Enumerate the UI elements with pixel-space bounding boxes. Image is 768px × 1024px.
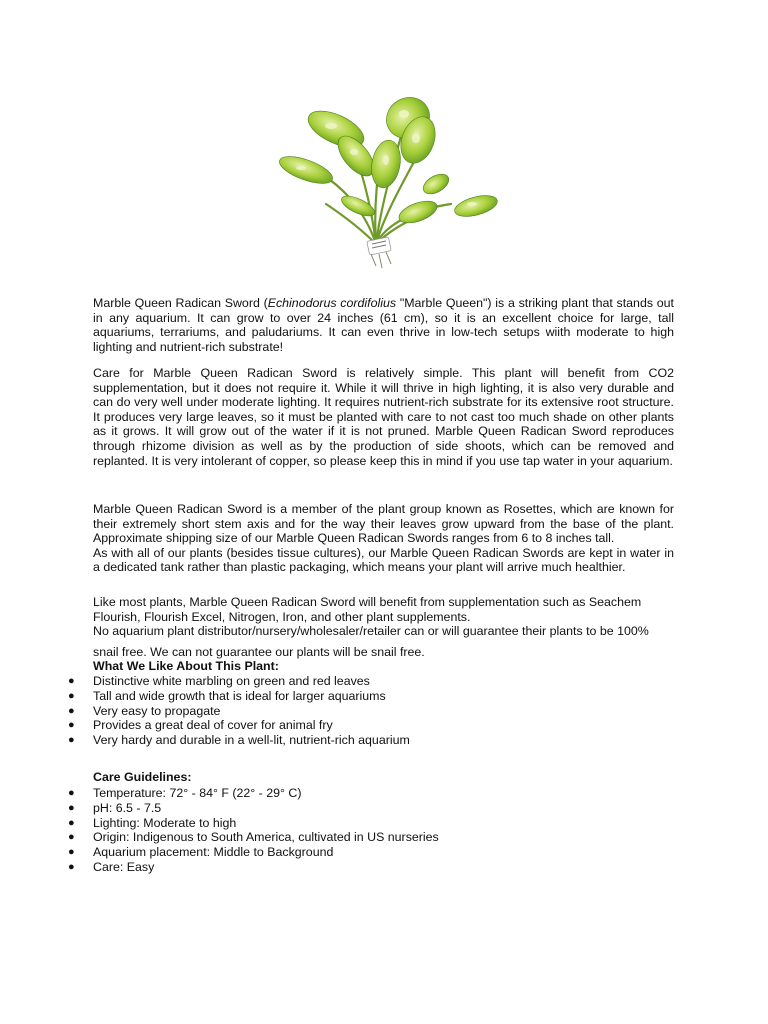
bullet-icon: ● <box>68 860 75 873</box>
bullet-icon: ● <box>68 801 75 814</box>
care-guidelines-list <box>0 786 700 875</box>
list-item: ● Distinctive white marbling on green and red leaves <box>68 674 370 688</box>
list-item: ● Temperature: 72° - 84° F (22° - 29° C) <box>68 786 302 800</box>
list-item: ● Lighting: Moderate to high <box>68 815 237 830</box>
intro-paragraph <box>93 296 674 354</box>
care-guidelines-heading: Care Guidelines: <box>93 770 192 784</box>
intro-text-start: Marble Queen Radican Sword ( <box>93 296 268 310</box>
list-item: ● Origin: Indigenous to South America, cultivated in US nurseries <box>68 830 439 845</box>
supplement-paragraph <box>93 595 674 639</box>
list-item: ● Aquarium placement: Middle to Background <box>68 845 334 860</box>
list-item: ● Care: Easy <box>68 859 155 874</box>
rosette-paragraph <box>93 502 674 575</box>
guarantee-text: No aquarium plant distributor/nursery/wholesaler/retailer can or will guarantee their plants to be 100% <box>93 624 649 639</box>
bullet-icon: ● <box>68 675 75 687</box>
list-item: ● Very hardy and durable in a well-lit, nutrient-rich aquarium <box>68 733 410 748</box>
plant-image <box>236 94 500 272</box>
bullet-icon: ● <box>68 704 75 717</box>
snail-paragraph: snail free. We can not guarantee our plants will be snail free. <box>93 645 425 659</box>
care-paragraph: Care for Marble Queen Radican Sword is relatively simple. This plant will benefit from CO2 supplementation, but it does not require it. While it will thrive in high lighting, it is also very durable and can do very well under moderate lighting. It requires nutrient-rich substrate for its extensive root structure. It produces very large leaves, so it must be planted with care to not cast too much shade on other plants as it grows. It will grow out of the water if it is not pruned. Marble Queen Radican Sword reproduces through rhizome division as well as by the production of side shoots, which can be removed and replanted. It is very intolerant of copper, so please keep this in mind if you use tap water in your aquarium. <box>93 366 674 468</box>
bullet-icon: ● <box>68 831 75 844</box>
bullet-icon: ● <box>68 689 75 702</box>
bullet-icon: ● <box>68 846 75 859</box>
rosette-text: Marble Queen Radican Sword is a member of the plant group known as Rosettes, which are known for their extremely short stem axis and for the way their leaves grow upward from the base of the plant. Approximate shipping size of our Marble Queen Radican Swords ranges from 6 to 8 inches tall. <box>93 502 674 546</box>
likes-list <box>0 674 700 748</box>
bullet-icon: ● <box>68 787 75 799</box>
supplement-text: Like most plants, Marble Queen Radican Sword will benefit from supplementation such as Seachem Flourish, Flourish Excel, Nitrogen, Iron, and other plant supplements. <box>93 595 642 624</box>
scientific-name: Echinodorus cordifolius <box>267 296 397 310</box>
bullet-icon: ● <box>68 734 75 747</box>
bullet-icon: ● <box>68 719 75 732</box>
bullet-icon: ● <box>68 816 75 829</box>
list-item: ● pH: 6.5 - 7.5 <box>68 800 162 815</box>
list-item: ● Tall and wide growth that is ideal for larger aquariums <box>68 688 386 703</box>
intro-text-end: "Marble Queen") is a striking plant that stands out in any aquarium. It can grow to over 24 inches (61 cm), so it is an excellent choice for large, tall aquariums, terrariums, and paludariums. It can even thrive in low-tech setups wiith moderate to high lighting and nutrient-rich substrate! <box>93 296 674 354</box>
likes-heading: What We Like About This Plant: <box>93 659 279 673</box>
list-item: ● Very easy to propagate <box>68 703 221 718</box>
list-item: ● Provides a great deal of cover for animal fry <box>68 718 333 733</box>
packaging-text: As with all of our plants (besides tissue cultures), our Marble Queen Radican Swords are kept in water in a dedicated tank rather than plastic packaging, which means your plant will arrive much healthier. <box>93 545 674 575</box>
